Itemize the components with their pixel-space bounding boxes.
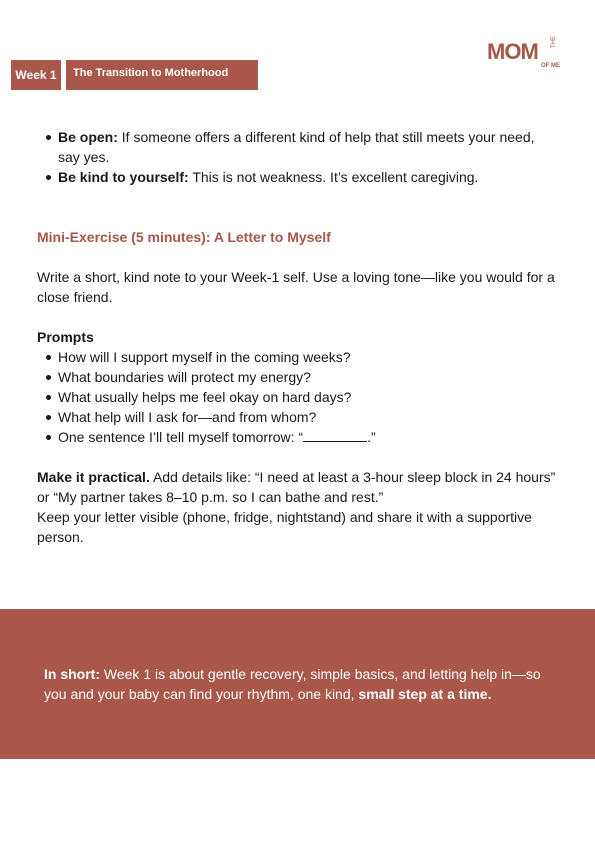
main-content bbox=[37, 127, 557, 547]
list-item: How will I support myself in the coming weeks? bbox=[37, 347, 557, 367]
list-item: Be open: If someone offers a different kind of help that still meets your need, say yes. bbox=[37, 127, 557, 167]
list-item: Be kind to yourself: This is not weakness. It’s excellent caregiving. bbox=[37, 167, 557, 187]
list-item: What usually helps me feel okay on hard days? bbox=[37, 387, 557, 407]
list-item: One sentence I’ll tell myself tomorrow: “ .” bbox=[37, 427, 557, 447]
prompts-label: Prompts bbox=[37, 329, 94, 345]
summary-text: In short: Week 1 is about gentle recovery, simple basics, and letting help in—so you and your baby can find your rhythm, one kind, small step at a time. bbox=[44, 666, 541, 702]
list-item: What help will I ask for—and from whom? bbox=[37, 407, 557, 427]
summary-box bbox=[0, 609, 595, 759]
exercise-intro: Write a short, kind note to your Week-1 self. Use a loving tone—like you would for a close friend. bbox=[37, 269, 555, 305]
exercise-title: Mini-Exercise (5 minutes): A Letter to Myself bbox=[37, 229, 331, 245]
tips-list bbox=[37, 127, 557, 187]
week-label: Week 1 bbox=[11, 60, 61, 90]
logo-of-me-text: OF ME bbox=[541, 63, 560, 69]
brand-logo bbox=[487, 36, 565, 72]
prompts-list bbox=[37, 347, 557, 447]
logo-the-text: THE bbox=[551, 36, 557, 48]
fill-in-blank bbox=[303, 429, 367, 442]
practical-paragraph: Make it practical. Add details like: “I need at least a 3-hour sleep block in 24 hours” or “My partner takes 8–10 p.m. so I can bathe and rest.” Keep your letter visible (phone, fridge, nightstand) and share it with a supportive person. bbox=[37, 469, 556, 545]
logo-mom-text: MOM bbox=[487, 39, 538, 64]
list-item: What boundaries will protect my energy? bbox=[37, 367, 557, 387]
page-title: The Transition to Motherhood bbox=[66, 60, 258, 90]
